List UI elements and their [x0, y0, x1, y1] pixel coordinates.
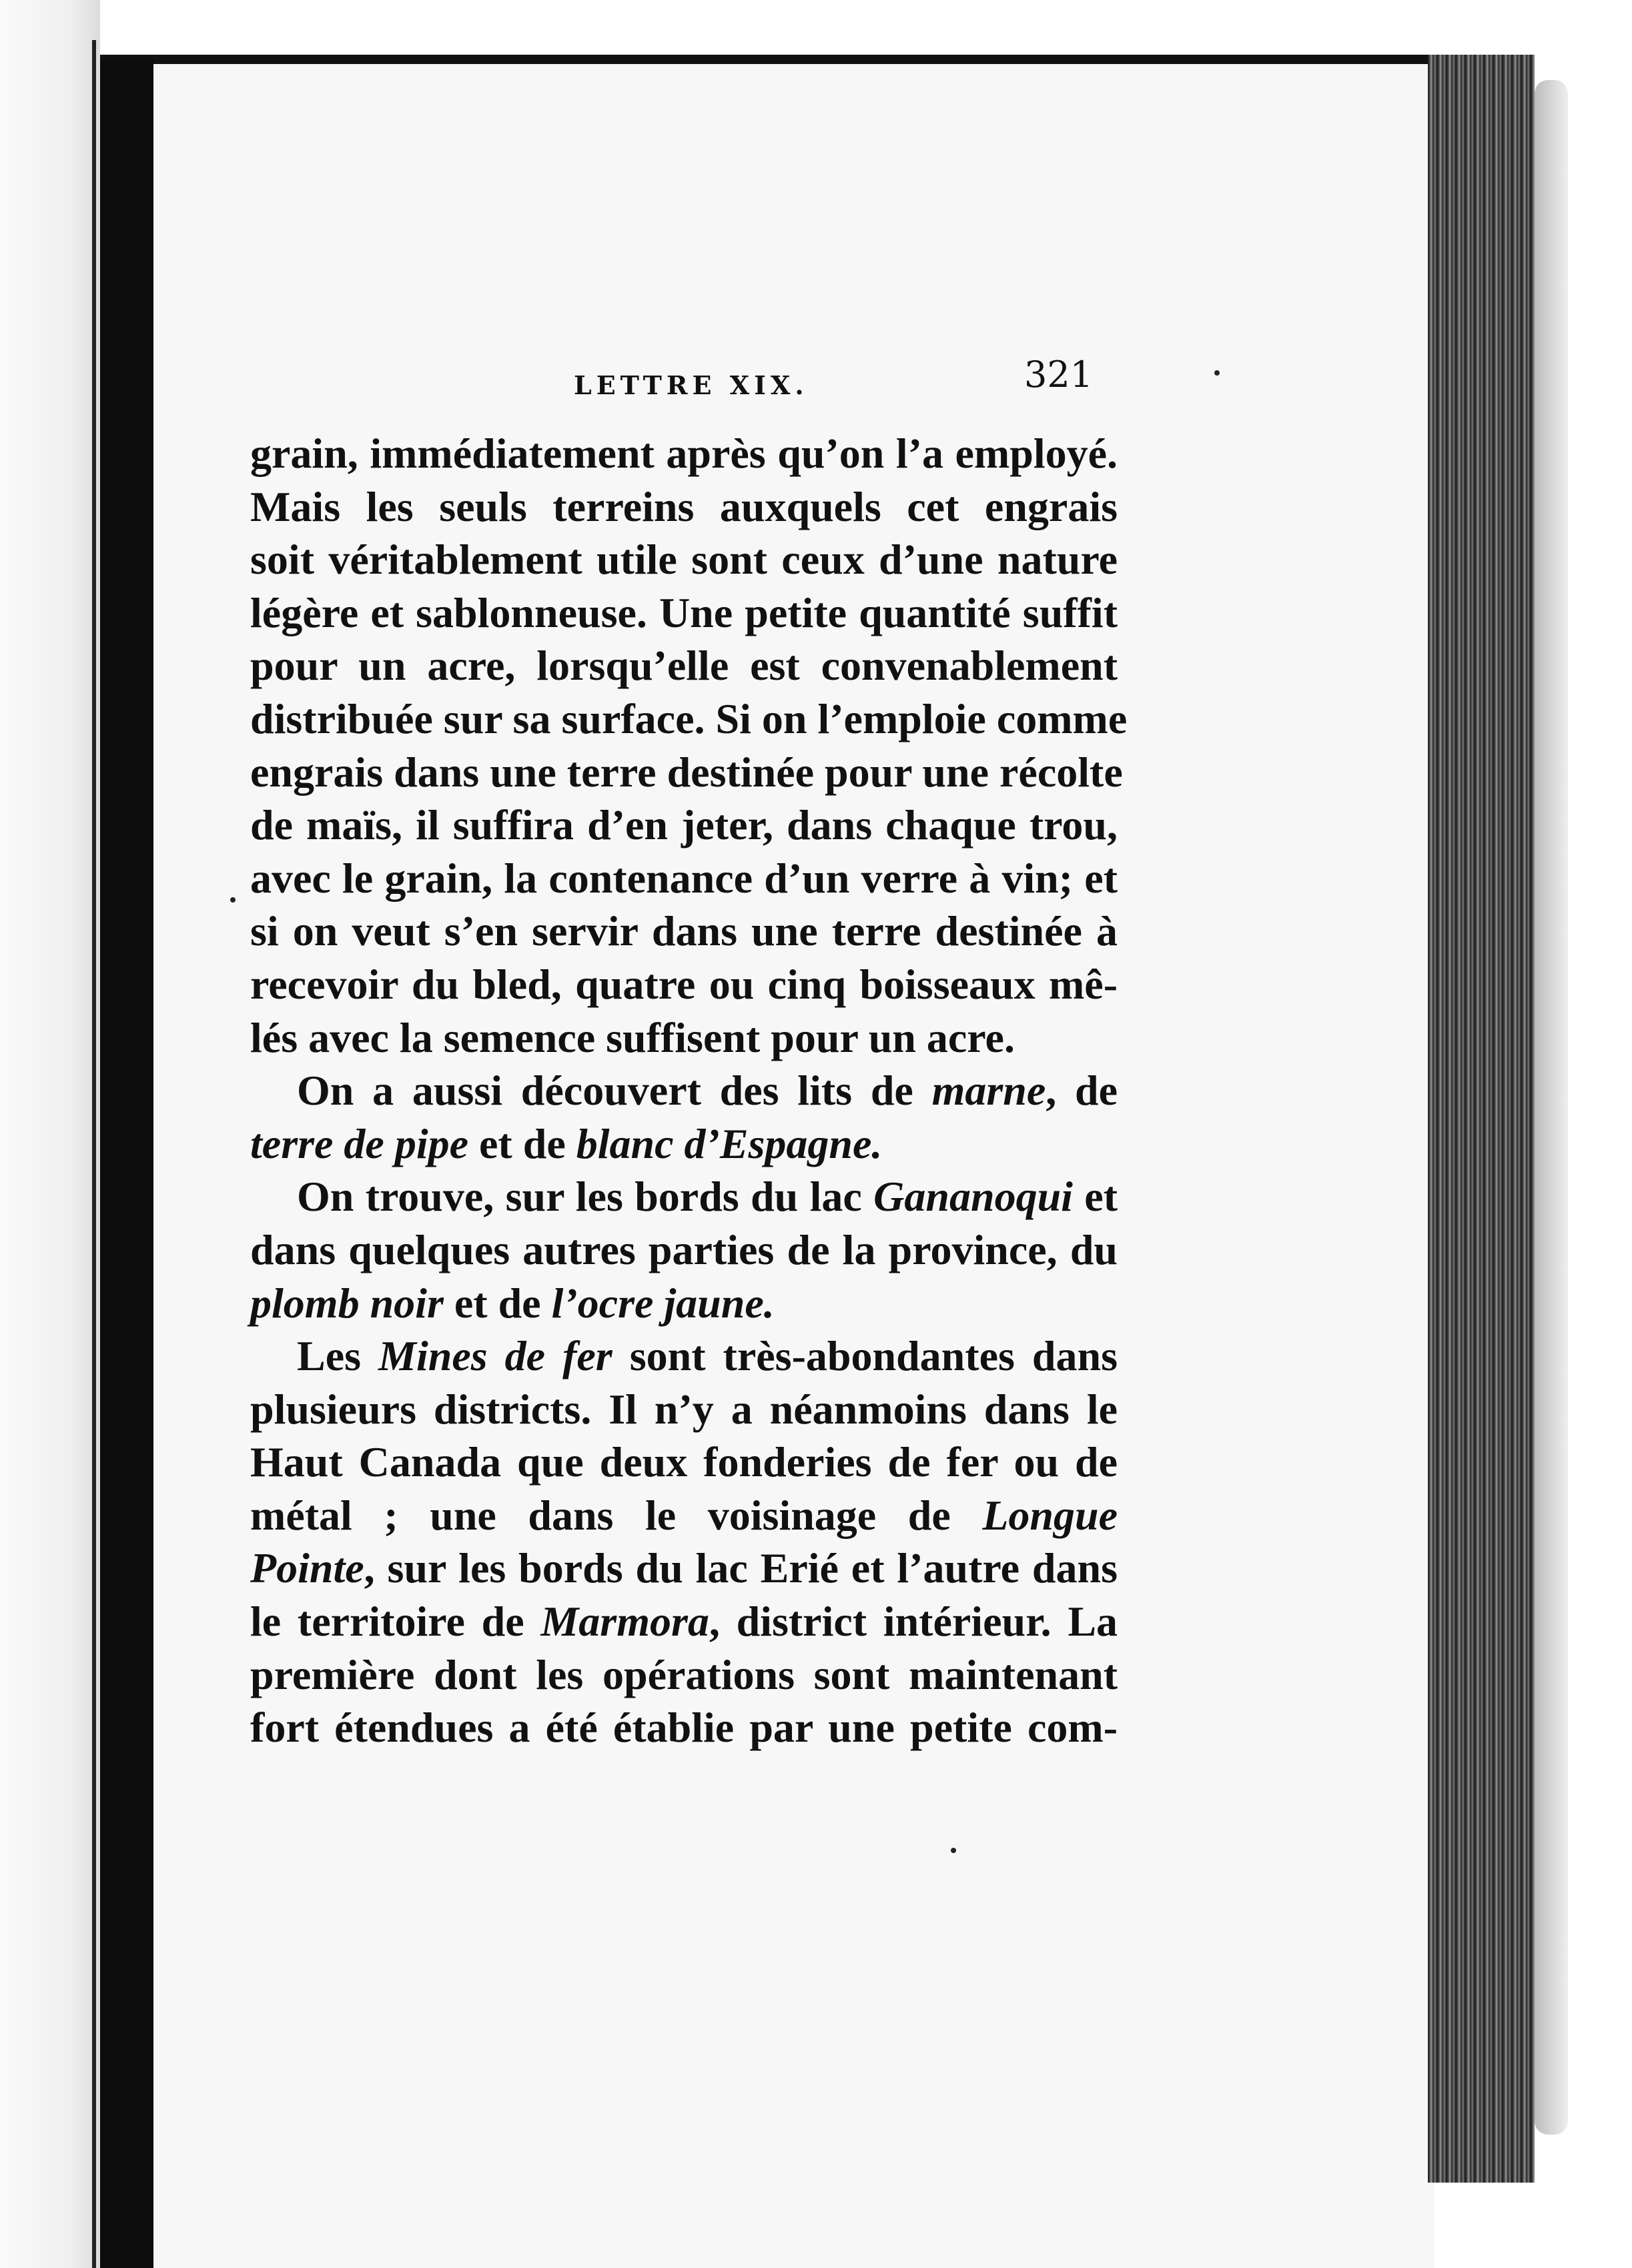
text-line: fort étendues a été établie par une petite com- [250, 1704, 1118, 1752]
text-line: métal ; une dans le voisinage de Longue [250, 1491, 1118, 1539]
text-line: légère et sablonneuse. Une petite quantité suffit [250, 588, 1118, 636]
text-line: Haut Canada que deux fonderies de fer ou de [250, 1438, 1118, 1486]
text-line: première dont les opérations sont maintenant [250, 1650, 1118, 1698]
text-line: engrais dans une terre destinée pour une récolte [250, 748, 1123, 796]
text-line: plusieurs districts. Il n’y a néanmoins dans le [250, 1385, 1118, 1433]
text-line: pour un acre, lorsqu’elle est convenablement [250, 642, 1118, 690]
text-line: recevoir du bled, quatre ou cinq boisseaux mê- [250, 960, 1118, 1008]
text-line: Pointe, sur les bords du lac Erié et l’autre dans [250, 1544, 1118, 1592]
scan-speck [1214, 370, 1220, 376]
page-number: 321 [1024, 354, 1094, 396]
italic-term: terre de pipe [250, 1119, 468, 1167]
italic-term: Longue [982, 1491, 1118, 1539]
body-text [250, 427, 1128, 1754]
italic-term: Pointe [250, 1544, 364, 1592]
italic-term: blanc d’Espagne. [576, 1119, 883, 1167]
text-line: lés avec la semence suffisent pour un acre. [250, 1013, 1015, 1061]
text-line: le territoire de Marmora, district intérieur. La [250, 1598, 1118, 1646]
book-cover-edge [1535, 80, 1568, 2135]
italic-term: marne [931, 1067, 1046, 1115]
italic-term: Gananoqui [873, 1173, 1073, 1221]
text-line: soit véritablement utile sont ceux d’une nature [250, 536, 1118, 584]
italic-term: plomb noir [250, 1279, 444, 1327]
running-head: LETTRE XIX. [574, 370, 809, 400]
text-line: si on veut s’en servir dans une terre destinée à [250, 907, 1118, 955]
text-line: On a aussi découvert des lits de marne, de [297, 1067, 1118, 1115]
text-line: dans quelques autres parties de la province, du [250, 1225, 1118, 1273]
page-fore-edge [1428, 55, 1535, 2183]
scan-speck [230, 897, 236, 903]
text-line: Les Mines de fer sont très-abondantes dans [297, 1332, 1118, 1380]
text-line: distribuée sur sa surface. Si on l’emploie comme [250, 694, 1128, 742]
facing-page-edge [0, 0, 100, 2268]
book-binding-shadow [100, 60, 153, 2268]
scan-speck [951, 1848, 956, 1853]
italic-term: Marmora [540, 1598, 709, 1646]
text-line: avec le grain, la contenance d’un verre à vin; et [250, 854, 1118, 902]
text-line: plomb noir et de l’ocre jaune. [250, 1279, 775, 1327]
facing-page-rule [92, 40, 96, 2268]
italic-term: l’ocre jaune. [551, 1279, 775, 1327]
text-line: terre de pipe et de blanc d’Espagne. [250, 1119, 883, 1167]
text-line: grain, immédiatement après qu’on l’a employé. [250, 430, 1118, 477]
text-line: On trouve, sur les bords du lac Gananoqui et [297, 1173, 1118, 1221]
text-line: Mais les seuls terreins auxquels cet engrais [250, 482, 1118, 530]
scan-top-edge [100, 55, 1448, 64]
text-line: de maïs, il suffira d’en jeter, dans chaque trou, [250, 801, 1118, 849]
italic-term: Mines de fer [378, 1332, 613, 1380]
